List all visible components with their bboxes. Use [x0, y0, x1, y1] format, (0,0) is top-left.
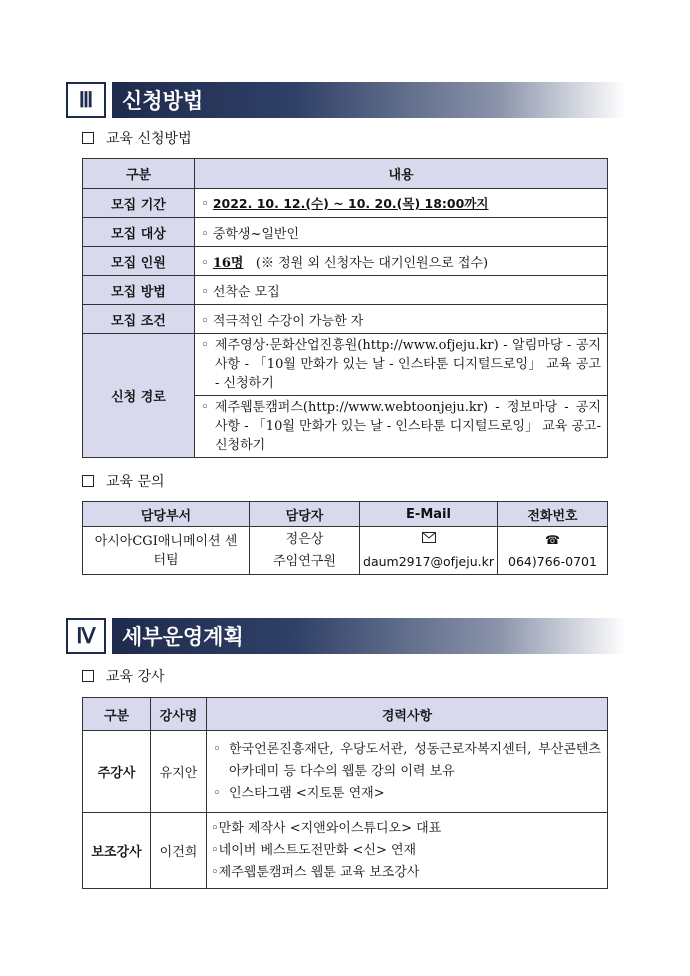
row-value: ◦ 2022. 10. 12.(수) ~ 10. 20.(목) 18:00까지 [195, 189, 608, 218]
route-cell [195, 334, 608, 458]
envelope-icon [362, 529, 495, 551]
header-cell: 내용 [195, 159, 608, 189]
career-text: 한국언론진흥재단, 우당도서관, 성동근로자복지센터, 부산콘텐츠아카데미 등 다수의 웹툰 강의 이력 보유 [229, 741, 601, 779]
subheading-instructors [82, 666, 165, 686]
row-label: 모집 방법 [83, 276, 195, 305]
header-cell: 경력사항 [207, 698, 608, 731]
section-title: 신청방법 [112, 82, 626, 118]
career-item: ◦만화 제작사 <지앤와이스튜디오> 대표 [211, 820, 442, 836]
checkbox-square-icon [82, 132, 94, 144]
checkbox-square-icon [82, 475, 94, 487]
phone-cell [498, 527, 608, 575]
table-row [83, 334, 608, 458]
name-cell: 유지안 [151, 731, 207, 813]
table-row [83, 276, 608, 305]
checkbox-square-icon [82, 670, 94, 682]
subheading-text: 교육 문의 [106, 474, 165, 490]
table-row [83, 305, 608, 334]
career-item: ◦ 인스타그램 <지토툰 연재> [213, 783, 601, 805]
header-cell: E-Mail [360, 502, 498, 527]
subheading-text: 교육 신청방법 [106, 131, 192, 147]
period-value: 2022. 10. 12.(수) ~ 10. 20.(목) 18:00까지 [212, 196, 489, 211]
section-title: 세부운영계획 [112, 618, 626, 654]
row-value: ◦ 16명 (※ 정원 외 신청자는 대기인원으로 접수) [195, 247, 608, 276]
career-text: 만화 제작사 <지앤와이스튜디오> 대표 [218, 820, 442, 836]
instructors-table [82, 697, 608, 889]
subheading-apply [82, 128, 192, 148]
header-cell: 구분 [83, 698, 151, 731]
route-item: ◦ 제주웹툰캠퍼스(http://www.webtoonjeju.kr) - 정보마당 - 공지사항 - 「10월 만화가 있는 날 - 인스타툰 디지털드로잉」 교육 공고- 신청하기 [201, 400, 601, 453]
row-value: ◦ 선착순 모집 [195, 276, 608, 305]
header-cell: 구분 [83, 159, 195, 189]
table-header-row [83, 698, 608, 731]
phone-number: 064)766-0701 [508, 553, 597, 569]
target-value: 중학생~일반인 [212, 226, 300, 242]
route-text-1: 제주영상·문화산업진흥원(http://www.ofjeju.kr) - 알림마당 - 공지사항 - 「10월 만화가 있는 날 - 인스타툰 디지털드로잉」 교육 공고 - 신청하기 [215, 338, 601, 391]
section-number: Ⅳ [66, 618, 106, 654]
count-value: 16명 [212, 255, 244, 271]
person-cell [250, 527, 360, 575]
apply-table [82, 158, 608, 458]
row-label: 모집 대상 [83, 218, 195, 247]
table-row [83, 189, 608, 218]
subheading-inquiry [82, 471, 165, 491]
inquiry-table [82, 501, 608, 575]
table-header-row [83, 159, 608, 189]
header-cell: 담당자 [250, 502, 360, 527]
person-title: 주임연구원 [273, 553, 336, 569]
dept-cell: 아시아CGI애니메이션 센터팀 [83, 527, 250, 575]
career-text: 제주웹툰캠퍼스 웹툰 교육 보조강사 [218, 864, 420, 880]
table-row [83, 247, 608, 276]
role-cell: 주강사 [83, 731, 151, 813]
row-label: 신청 경로 [83, 334, 195, 458]
career-item: ◦제주웹툰캠퍼스 웹툰 교육 보조강사 [211, 864, 420, 880]
route-item: ◦ 제주영상·문화산업진흥원(http://www.ofjeju.kr) - 알림마당 - 공지사항 - 「10월 만화가 있는 날 - 인스타툰 디지털드로잉」 교육 공고 - 신청하기 [195, 334, 607, 396]
row-label: 모집 조건 [83, 305, 195, 334]
table-row [83, 527, 608, 575]
table-row [83, 731, 608, 813]
subheading-text: 교육 강사 [106, 669, 165, 685]
row-value: ◦ 적극적인 수강이 가능한 자 [195, 305, 608, 334]
career-text: 네이버 베스트도전만화 <신> 연재 [218, 842, 417, 858]
career-text: 인스타그램 <지토툰 연재> [229, 785, 385, 801]
row-label: 모집 인원 [83, 247, 195, 276]
route-text-2: 제주웹툰캠퍼스(http://www.webtoonjeju.kr) - 정보마당 - 공지사항 - 「10월 만화가 있는 날 - 인스타툰 디지털드로잉」 교육 공고- 신청하기 [215, 400, 601, 453]
row-label: 모집 기간 [83, 189, 195, 218]
name-cell: 이건희 [151, 813, 207, 889]
row-value: ◦ 중학생~일반인 [195, 218, 608, 247]
person-name: 정은상 [285, 531, 324, 547]
career-cell [207, 813, 608, 889]
table-header-row [83, 502, 608, 527]
career-item: ◦ 한국언론진흥재단, 우당도서관, 성동근로자복지센터, 부산콘텐츠아카데미 등 다수의 웹툰 강의 이력 보유 [213, 739, 601, 783]
career-item: ◦네이버 베스트도전만화 <신> 연재 [211, 842, 417, 858]
section-number: Ⅲ [66, 82, 106, 118]
condition-value: 적극적인 수강이 가능한 자 [212, 313, 364, 329]
career-cell [207, 731, 608, 813]
table-row [83, 218, 608, 247]
email-address: daum2917@ofjeju.kr [363, 553, 494, 569]
method-value: 선착순 모집 [212, 284, 280, 300]
telephone-icon: ☎ [545, 532, 560, 547]
header-cell: 강사명 [151, 698, 207, 731]
email-cell [360, 527, 498, 575]
table-row [83, 813, 608, 889]
header-cell: 전화번호 [498, 502, 608, 527]
count-note: (※ 정원 외 신청자는 대기인원으로 접수) [255, 255, 489, 271]
header-cell: 담당부서 [83, 502, 250, 527]
role-cell: 보조강사 [83, 813, 151, 889]
